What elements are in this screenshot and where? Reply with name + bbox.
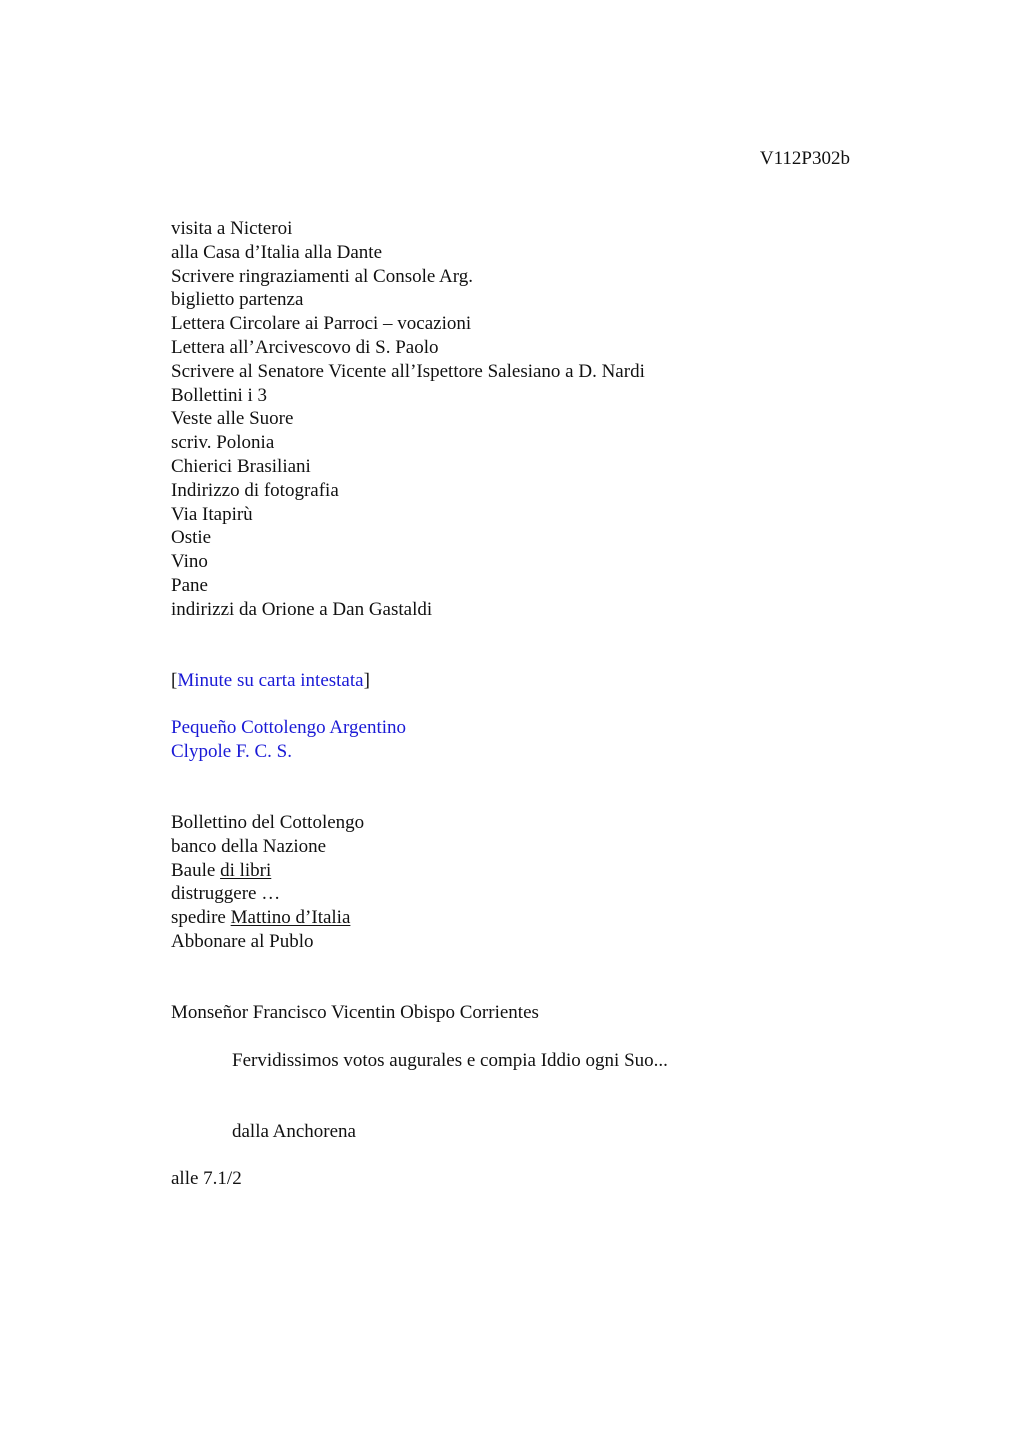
letterhead-line-1: Pequeño Cottolengo Argentino [171, 717, 407, 738]
letterhead-line-2: Clypole F. C. S. [171, 740, 292, 762]
close-bracket: ] [363, 670, 370, 691]
message-text: Fervidissimos votos augurales e compia Iddio ogni Suo... [232, 1050, 668, 1071]
underlined-text: di libri [220, 859, 272, 881]
note-line: Lettera all’Arcivescovo di S. Paolo [171, 336, 439, 358]
document-code: V112P302b [759, 148, 850, 169]
note-line: Indirizzo di fotografia [171, 479, 339, 501]
list-item: distruggere … [171, 883, 281, 905]
note-line: Bollettini i 3 [171, 384, 268, 406]
open-bracket: [ [171, 670, 178, 691]
addressee: Monseñor Francisco Vicentin Obispo Corrientes [171, 1002, 539, 1023]
list-item: banco della Nazione [171, 835, 327, 857]
note-line: Chierici Brasiliani [171, 455, 311, 477]
from-line: dalla Anchorena [232, 1121, 356, 1142]
underlined-text: Mattino d’Italia [230, 907, 351, 929]
list-item [171, 906, 364, 930]
note-line: visita a Nicteroi [171, 218, 293, 239]
list-item: Bollettino del Cottolengo [171, 812, 365, 833]
note-line: Ostie [171, 527, 212, 549]
note-line: Scrivere ringraziamenti al Console Arg. [171, 265, 473, 287]
editorial-note-text: Minute su carta intestata [177, 670, 364, 691]
notes-list [171, 217, 645, 622]
editorial-note [171, 669, 370, 693]
note-line: biglietto partenza [171, 289, 304, 311]
note-line: Veste alle Suore [171, 408, 294, 430]
list-item: Abbonare al Publo [171, 930, 314, 952]
list-item [171, 859, 364, 883]
time-line: alle 7.1/2 [171, 1168, 242, 1189]
letterhead [171, 716, 406, 764]
note-line: indirizzi da Orione a Dan Gastaldi [171, 598, 433, 620]
note-line: Vino [171, 551, 208, 573]
note-line: Scrivere al Senatore Vicente all’Ispettore Salesiano a D. Nardi [171, 360, 645, 382]
note-line: Pane [171, 574, 208, 596]
list-item-text: spedire [171, 907, 231, 929]
note-line: Via Itapirù [171, 503, 253, 525]
note-line: Lettera Circolare ai Parroci – vocazioni [171, 313, 472, 335]
list-item-text: Baule [171, 859, 221, 881]
note-line: scriv. Polonia [171, 432, 275, 454]
task-list-2 [171, 811, 364, 954]
note-line: alla Casa d’Italia alla Dante [171, 241, 383, 263]
